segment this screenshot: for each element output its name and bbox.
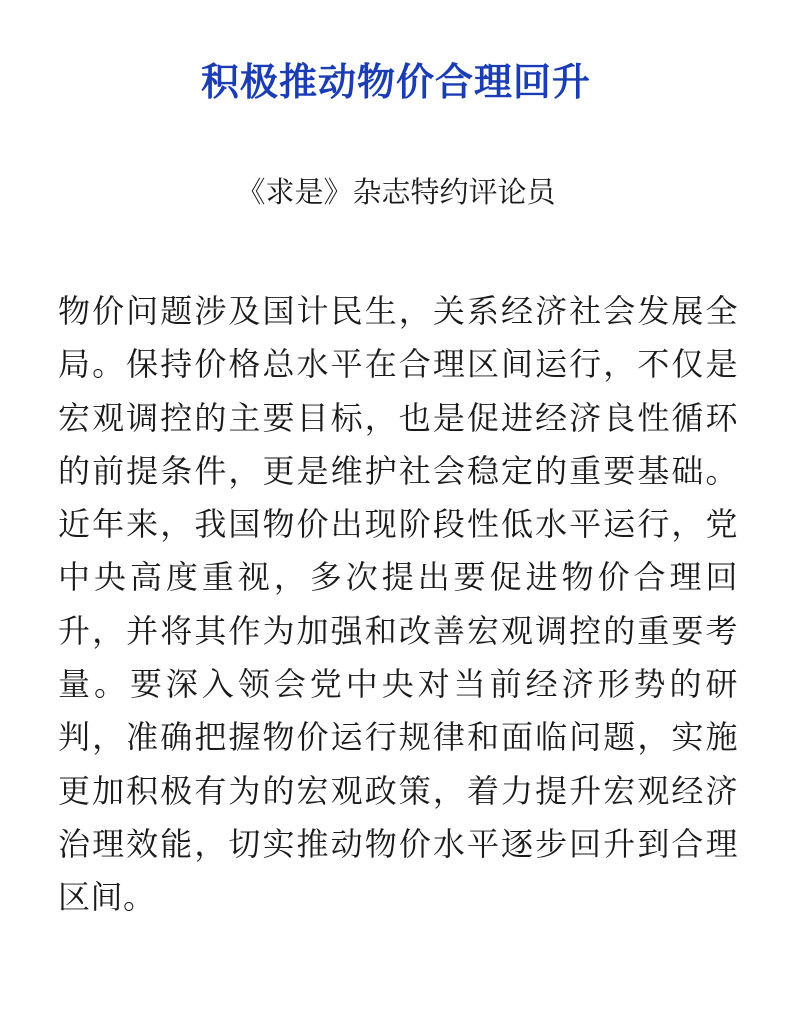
- article-body-paragraph: 物价问题涉及国计民生，关系经济社会发展全局。保持价格总水平在合理区间运行，不仅是宏观调控的主要目标，也是促进经济良性循环的前提条件，更是维护社会稳定的重要基础。近年来，我国物价出现阶段性低水平运行，党中央高度重视，多次提出要促进物价合理回升，并将其作为加强和改善宏观调控的重要考量。要深入领会党中央对当前经济形势的研判，准确把握物价运行规律和面临问题，实施更加积极有为的宏观政策，着力提升宏观经济治理效能，切实推动物价水平逐步回升到合理区间。: [58, 292, 738, 917]
- article-title: 积极推动物价合理回升: [200, 60, 591, 104]
- article-byline: 《求是》杂志特约评论员: [236, 175, 556, 209]
